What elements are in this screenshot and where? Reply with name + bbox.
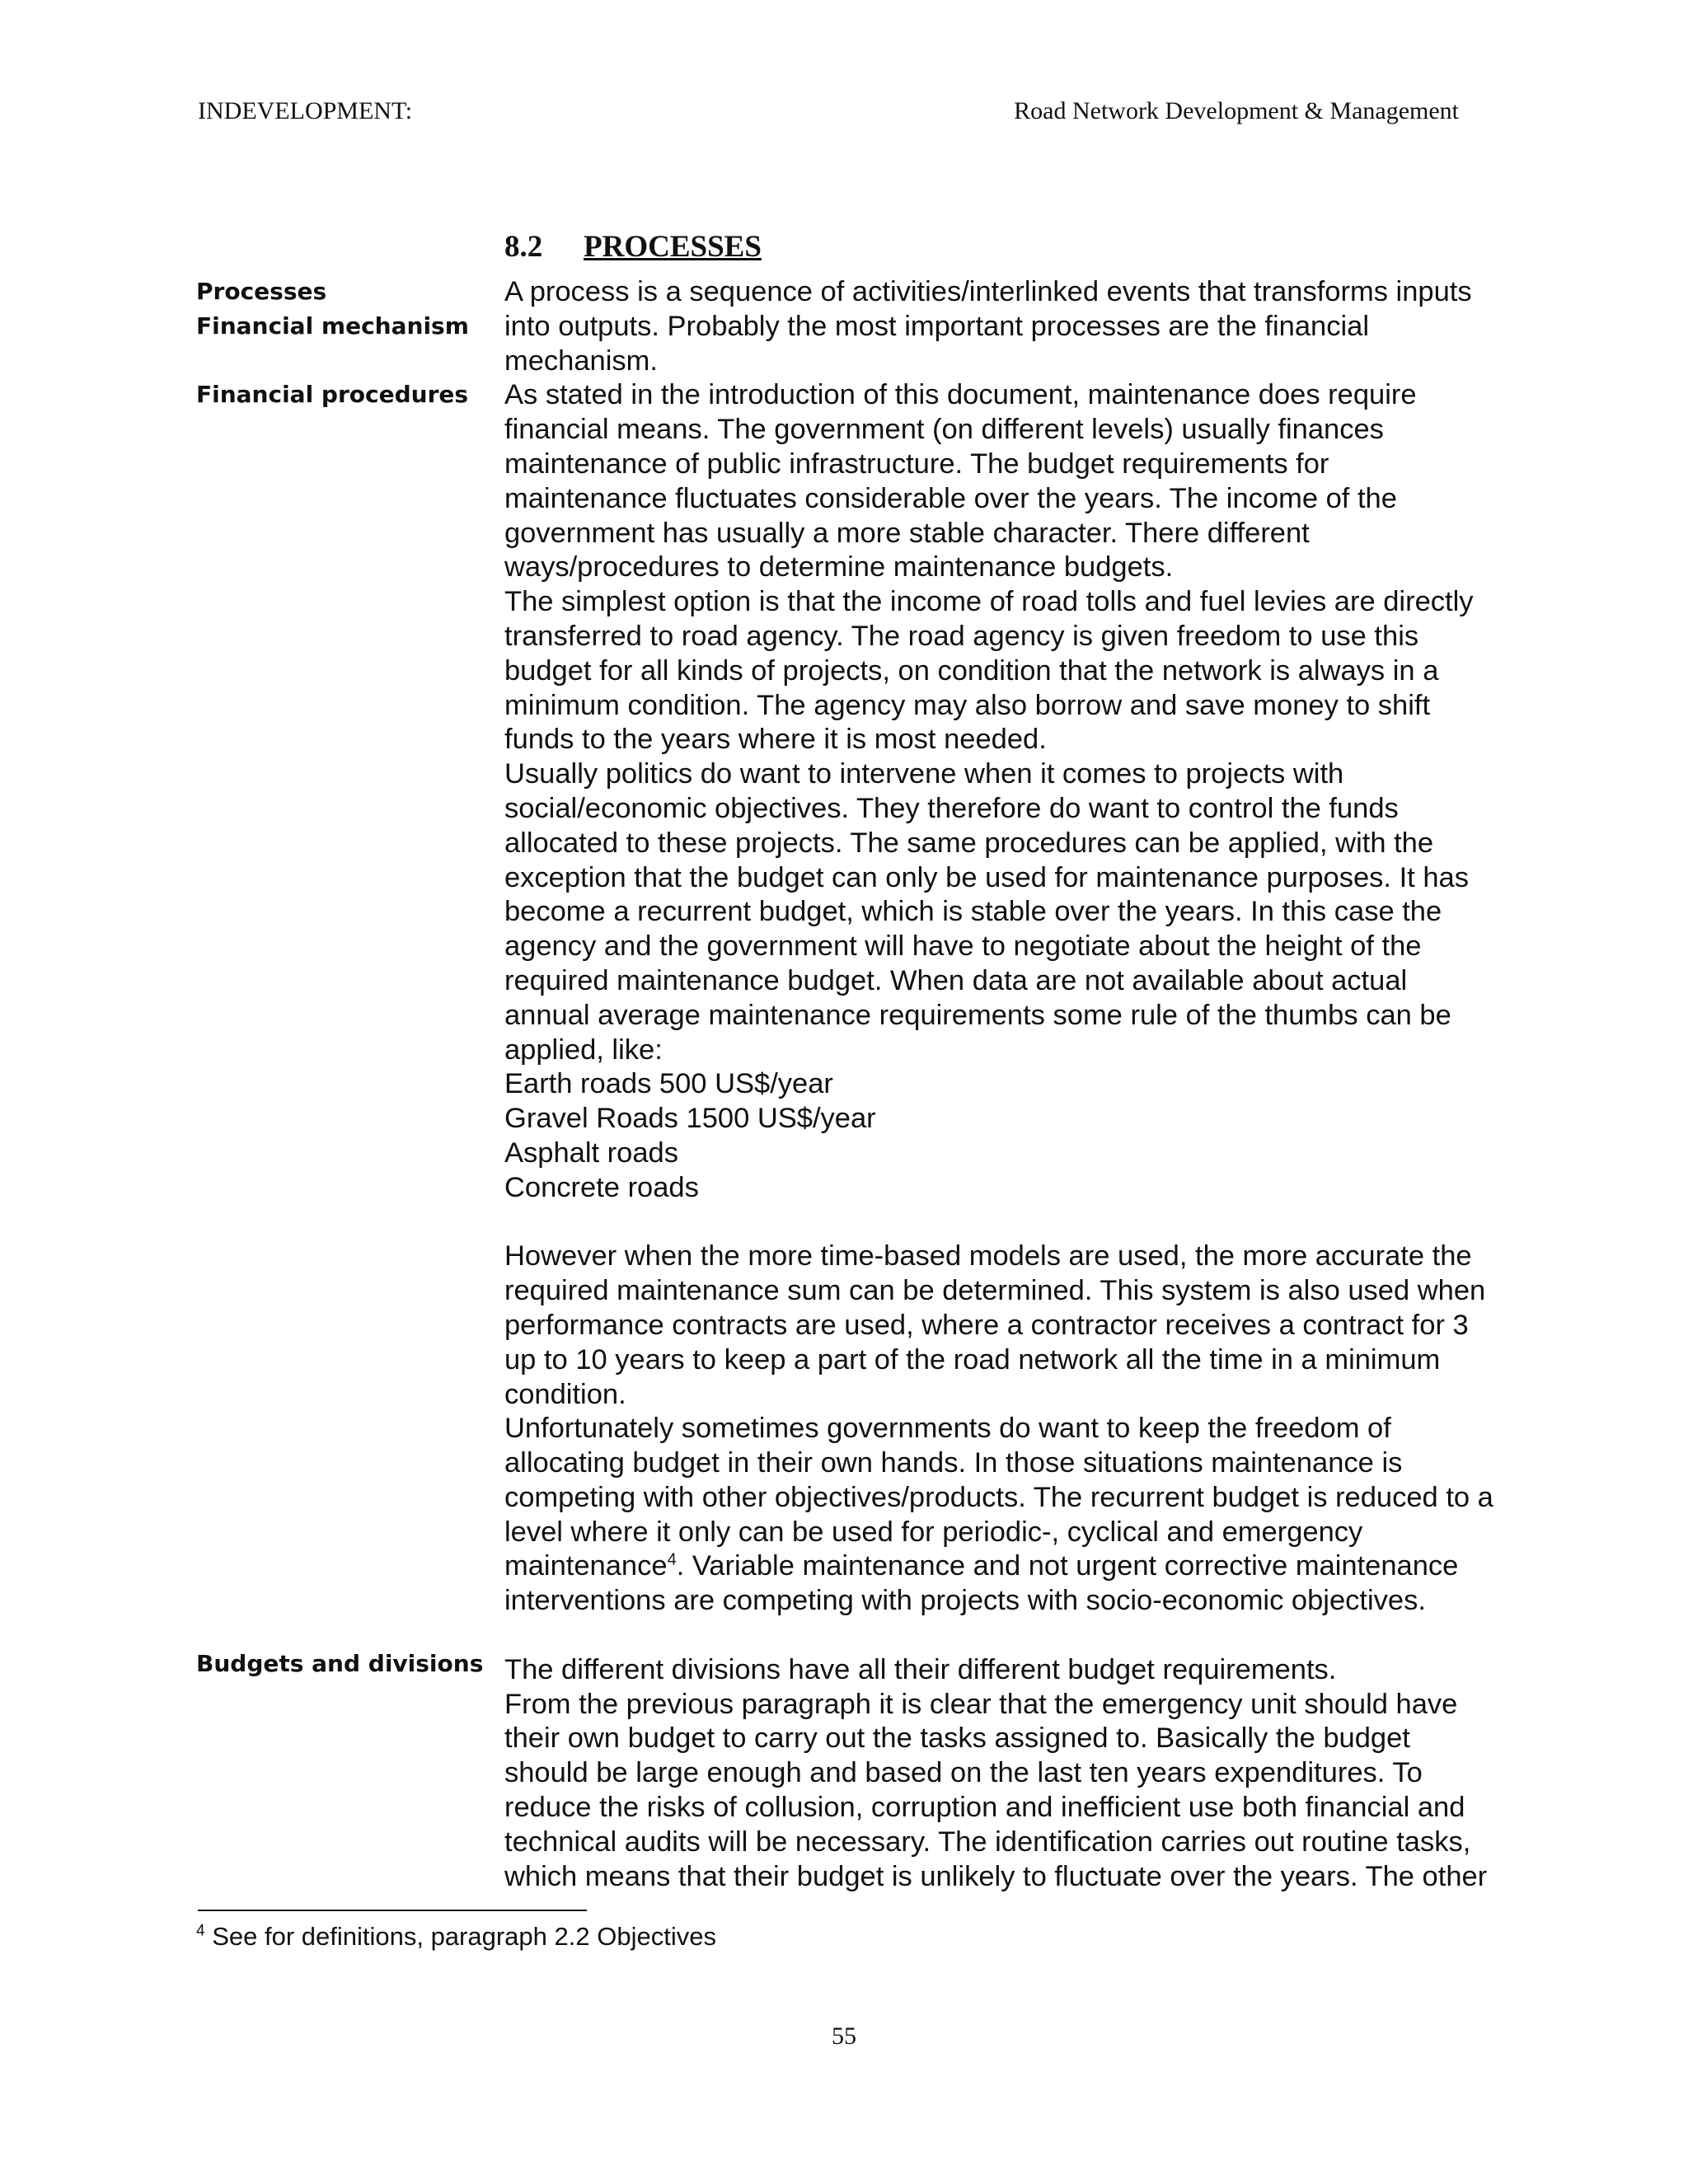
footnote <box>196 1922 716 1952</box>
body-line: maintenance fluctuates considerable over the years. The income of the <box>504 482 1397 514</box>
body-line: As stated in the introduction of this document, maintenance does require <box>504 379 1417 411</box>
footnote-text: See for definitions, paragraph 2.2 Objectives <box>204 1922 716 1951</box>
body-line: their own budget to carry out the tasks assigned to. Basically the budget <box>504 1722 1410 1755</box>
body-line: funds to the years where it is most needed. <box>504 724 1047 756</box>
body-line: Asphalt roads <box>504 1137 678 1169</box>
body-line: However when the more time-based models are used, the more accurate the <box>504 1240 1472 1272</box>
body-line: From the previous paragraph it is clear that the emergency unit should have <box>504 1688 1458 1720</box>
body-line: up to 10 years to keep a part of the road network all the time in a minimum <box>504 1343 1441 1376</box>
body-line: Usually politics do want to intervene when it comes to projects with <box>504 758 1344 790</box>
body-line: required maintenance budget. When data are not available about actual <box>504 964 1408 996</box>
footnote-mark: 4 <box>196 1922 205 1940</box>
margin-label-processes: Processes <box>196 278 327 305</box>
body-line: agency and the government will have to negotiate about the height of the <box>504 930 1422 963</box>
body-line: The different divisions have all their different budget requirements. <box>504 1653 1337 1685</box>
body-line: exception that the budget can only be used for maintenance purposes. It has <box>504 861 1469 893</box>
body-line: Gravel Roads 1500 US$/year <box>504 1103 876 1135</box>
blank-line <box>504 1206 1551 1240</box>
header-chapter-title: Road Network Development & Management <box>1014 97 1459 124</box>
page-number: 55 <box>832 2022 856 2050</box>
page-header <box>198 97 1459 130</box>
body-line: interventions are competing with projects with socio-economic objectives. <box>504 1585 1426 1617</box>
body-line: competing with other objectives/products. The recurrent budget is reduced to a <box>504 1481 1493 1513</box>
body-line: social/economic objectives. They therefore do want to control the funds <box>504 792 1399 824</box>
body-line: mechanism. <box>504 344 658 377</box>
body-line: government has usually a more stable character. There different <box>504 517 1310 549</box>
body-line: ways/procedures to determine maintenance budgets. <box>504 551 1174 583</box>
body-line: allocated to these projects. The same procedures can be applied, with the <box>504 827 1434 859</box>
body-line: technical audits will be necessary. The identification carries out routine tasks, <box>504 1825 1471 1858</box>
section-heading <box>504 229 762 265</box>
body-line: level where it only can be used for periodic-, cyclical and emergency <box>504 1516 1363 1548</box>
section-title: PROCESSES <box>584 230 762 264</box>
body-line: minimum condition. The agency may also borrow and save money to shift <box>504 689 1431 721</box>
body-line: maintenance of public infrastructure. The budget requirements for <box>504 448 1329 480</box>
body-line: financial means. The government (on different levels) usually finances <box>504 414 1384 446</box>
body-line: applied, like: <box>504 1033 663 1066</box>
body-line: Earth roads 500 US$/year <box>504 1068 833 1100</box>
body-line: into outputs. Probably the most important processes are the financial <box>504 310 1369 342</box>
header-document-title: INDEVELOPMENT: <box>198 97 413 124</box>
body-text <box>504 275 1551 1894</box>
body-line: required maintenance sum can be determined. This system is also used when <box>504 1275 1486 1307</box>
footnote-reference[interactable]: 4 <box>667 1550 677 1569</box>
body-line: which means that their budget is unlikely to fluctuate over the years. The other <box>504 1860 1488 1892</box>
body-line: Unfortunately sometimes governments do want to keep the freedom of <box>504 1413 1391 1445</box>
body-line: reduce the risks of collusion, corruption and inefficient use both financial and <box>504 1792 1465 1824</box>
margin-label-budgets-and-divisions: Budgets and divisions <box>196 1650 484 1677</box>
blank-line <box>504 1619 1551 1653</box>
body-line: annual average maintenance requirements some rule of the thumbs can be <box>504 999 1451 1031</box>
body-line: The simplest option is that the income of road tolls and fuel levies are directly <box>504 586 1474 618</box>
body-line: performance contracts are used, where a contractor receives a contract for 3 <box>504 1309 1469 1341</box>
body-line-with-footnote: maintenance$^4$. Variable maintenance and not urgent corrective maintenance <box>504 1550 1459 1582</box>
body-line: budget for all kinds of projects, on condition that the network is always in a <box>504 654 1439 687</box>
body-line: A process is a sequence of activities/interlinked events that transforms inputs <box>504 276 1472 307</box>
body-line: Concrete roads <box>504 1171 699 1203</box>
section-number: 8.2 <box>504 230 543 264</box>
body-line: allocating budget in their own hands. In those situations maintenance is <box>504 1447 1403 1479</box>
margin-label-financial-mechanism: Financial mechanism <box>196 312 469 340</box>
margin-label-financial-procedures: Financial procedures <box>196 381 469 408</box>
body-line: become a recurrent budget, which is stable over the years. In this case the <box>504 896 1442 928</box>
footnote-divider <box>198 1910 587 1911</box>
body-line: should be large enough and based on the last ten years expenditures. To <box>504 1757 1423 1789</box>
body-line: transferred to road agency. The road agency is given freedom to use this <box>504 620 1419 652</box>
body-line: condition. <box>504 1378 626 1410</box>
